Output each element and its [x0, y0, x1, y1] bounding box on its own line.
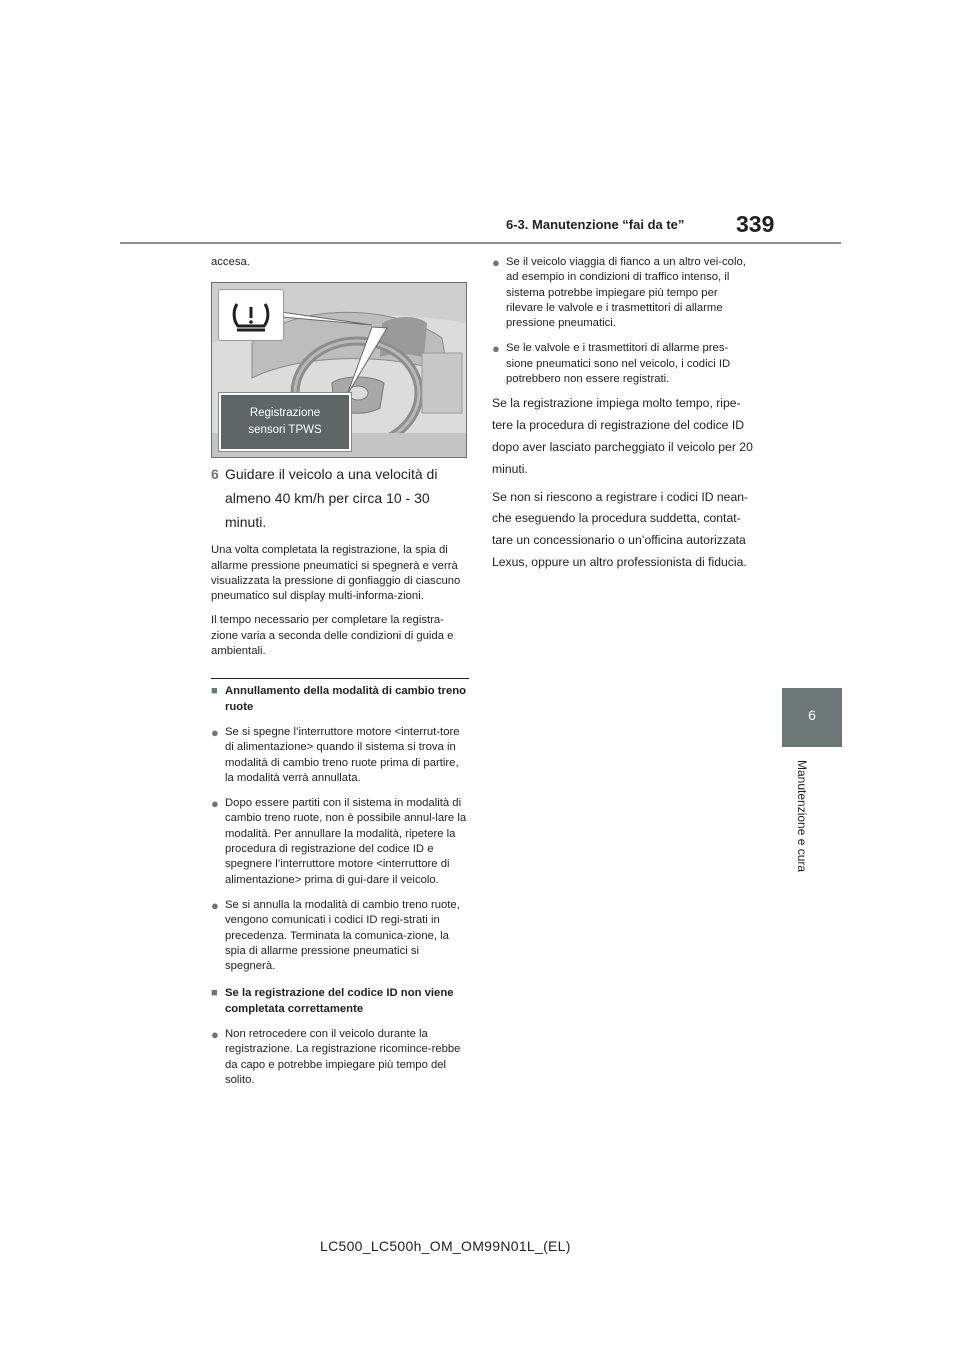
bullet-text: Dopo essere partiti con il sistema in modalità di cambio treno ruote, non è possibile annul-lare la modalità. Per annullare la modalità, ripetere la procedura di registrazione del codice ID e spegnere l’interruttore motore <interruttore di alimentazione> prima di gui-dare il veicolo. [225, 797, 467, 886]
chapter-tab [782, 688, 842, 747]
paragraph: Il tempo necessario per completare la registra-zione varia a seconda delle condizioni di guida e ambientali. [211, 614, 454, 658]
bullet-text: Se si annulla la modalità di cambio treno ruote, vengono comunicati i codici ID regi-strati in precedenza. Terminata la comunica-zione, la spia di allarme pressione pneumatici si spegnerà. [225, 898, 460, 973]
step-text: Guidare il veicolo a una velocità di almeno 40 km/h per circa 10 - 30 minuti. [225, 466, 438, 531]
tire-pressure-warning-icon [219, 290, 283, 340]
section-title: Annullamento della modalità di cambio treno ruote [225, 685, 467, 713]
list-item [492, 341, 754, 387]
section-square-icon: ■ [211, 987, 218, 1000]
dashboard-figure [211, 282, 467, 458]
bullet-dot-icon: ● [211, 1027, 219, 1043]
section-title: Se la registrazione del codice ID non viene completata correttamente [225, 987, 454, 1015]
step-number: 6 [211, 466, 219, 483]
bullet-dot-icon: ● [211, 724, 219, 740]
paragraph: Se la registrazione impiega molto tempo, ripe-tere la procedura di registrazione del codice ID dopo aver lasciato parcheggiato il veicolo per 20 minuti. [492, 396, 753, 476]
section-heading [211, 986, 469, 1017]
chapter-side-label: Manutenzione e cura [795, 760, 809, 873]
tpws-registration-label: Registrazione sensori TPWS [248, 407, 322, 437]
list-item [492, 255, 754, 331]
list-item [211, 796, 469, 888]
list-item [211, 725, 469, 786]
chapter-tab-number: 6 [808, 707, 816, 723]
paragraph: Se non si riescono a registrare i codici ID nean-che eseguendo la procedura suddetta, contat-tare un concessionario o un’officina autorizzata Lexus, oppure un altro professionista di fiducia. [492, 489, 749, 569]
bullet-dot-icon: ● [492, 255, 500, 270]
bullet-dot-icon: ● [211, 897, 219, 913]
list-item [211, 1027, 469, 1088]
right-column [492, 255, 754, 574]
bullet-dot-icon: ● [492, 341, 500, 357]
list-item [211, 898, 469, 974]
bullet-dot-icon: ● [211, 796, 219, 812]
section-rule [211, 678, 469, 679]
bullet-text: Se il veicolo viaggia di fianco a un altro vei-colo, ad esempio in condizioni di traffico intenso, il sistema potrebbe impiegare più tempo per rilevare le valvole e i trasmettitori di allarme pressione pneumatici. [506, 256, 746, 330]
bullet-text: Se si spegne l’interruttore motore <interrut-tore di alimentazione> quando il sistema si trova in modalità di cambio treno ruote prima di partire, la modalità verrà annullata. [225, 725, 460, 784]
tpws-registration-callout [219, 393, 351, 451]
section-heading [211, 684, 469, 715]
left-column [211, 255, 469, 1088]
warning-icon-box [218, 289, 284, 341]
header-rule [120, 242, 841, 244]
bullet-text: Non retrocedere con il veicolo durante la registrazione. La registrazione ricomince-rebbe da capo e potrebbe impiegare più tempo del solito. [225, 1028, 461, 1086]
page-number: 339 [736, 211, 775, 237]
footer-code: LC500_LC500h_OM_OM99N01L_(EL) [320, 1238, 571, 1254]
step-item [211, 462, 469, 534]
header-section-title: 6-3. Manutenzione “fai da te” [506, 217, 685, 232]
intro-text: accesa. [211, 256, 250, 268]
paragraph: Una volta completata la registrazione, la spia di allarme pressione pneumatici si spegnerà e verrà visualizzata la pressione di gonfiaggio di ciascuno pneumatico sul display multi-informa-zioni. [211, 544, 461, 603]
bullet-text: Se le valvole e i trasmettitori di allarme pres-sione pneumatici sono nel veicolo, i codici ID potrebbero non essere registrati. [506, 342, 731, 386]
section-square-icon: ■ [211, 685, 218, 698]
